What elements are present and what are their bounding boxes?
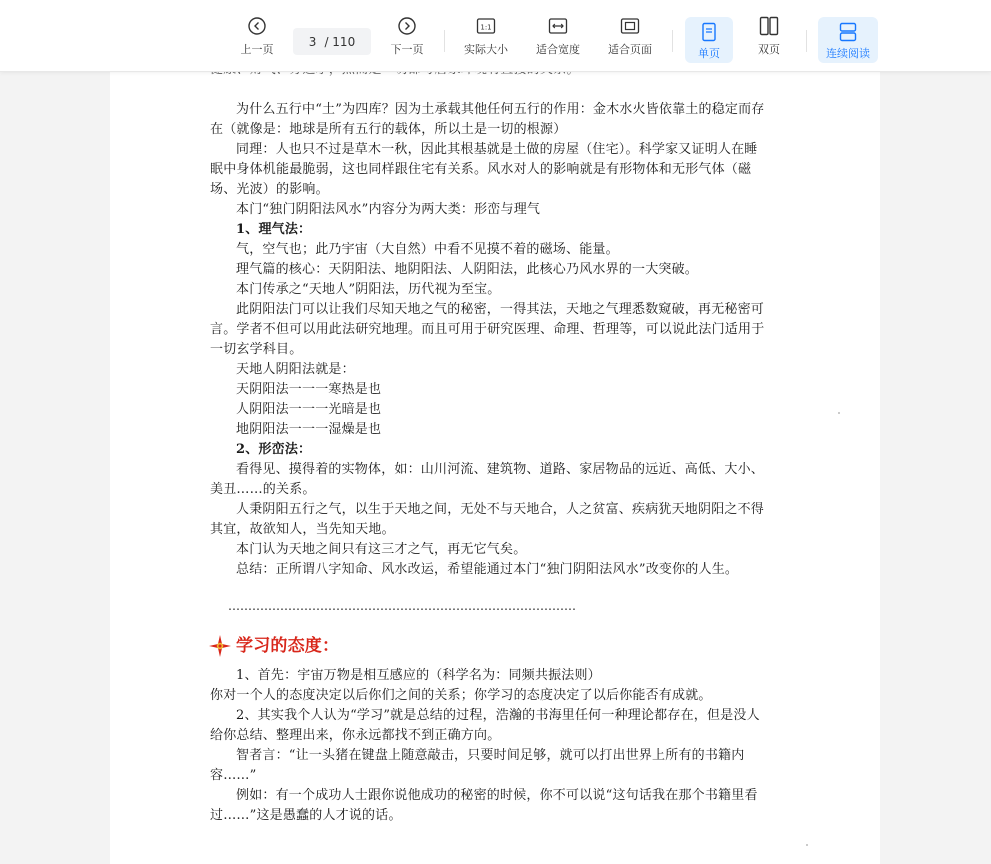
paragraph: 看得见、摸得着的实物体，如：山川河流、建筑物、道路、家居物品的远近、高低、大小、美丑……的关系。 [210, 462, 765, 497]
paragraph: 例如：有一个成功人士跟你说他成功的秘密的时候，你不可以说“这句话我在那个书籍里看过……”这是愚蠢的人才说的话。 [210, 788, 758, 823]
fit-page-button[interactable] [600, 0, 660, 71]
paragraph: 智者言：“让一头猪在键盘上随意敲击，只要时间足够，就可以打出世界上所有的书籍内容……” [210, 748, 745, 783]
toolbar-divider [444, 30, 445, 52]
toolbar-divider [806, 30, 807, 52]
actual-size-label: 实际大小 [464, 43, 508, 56]
next-page-label: 下一页 [390, 43, 424, 56]
document-page [110, 0, 880, 864]
total-pages: / 110 [324, 34, 356, 49]
continuous-reading-label: 连续阅读 [826, 46, 870, 60]
prev-page-button[interactable] [232, 0, 282, 71]
paragraph: 天地人阴阳法就是： [236, 362, 355, 377]
paragraph: 气，空气也；此乃宇宙（大自然）中看不见摸不着的磁场、能量。 [236, 242, 619, 257]
paragraph: 你对一个人的态度决定以后你们之间的关系；你学习的态度决定了以后你能否有成就。 [210, 688, 712, 703]
list-item: 地阴阳法一一一湿燥是也 [236, 422, 382, 437]
continuous-reading-icon [836, 20, 860, 44]
single-page-button[interactable] [685, 17, 733, 63]
double-page-label: 双页 [758, 43, 780, 56]
paragraph: 人秉阴阳五行之气，以生于天地之间，无处不与天地合，人之贫富、疾病犹天地阴阳之不得其宜，故欲知人，当先知天地。 [210, 502, 765, 537]
paragraph: 本门传承之“天地人”阴阳法，历代视为至宝。 [236, 282, 501, 297]
paragraph: 为什么五行中“土”为四库？因为土承载其他任何五行的作用：金木水火皆依靠土的稳定而存在（就像是：地球是所有五行的载体，所以土是一切的根源） [210, 102, 765, 137]
scan-speck [838, 412, 840, 414]
paragraph: 总结：正所谓八字知命、风水改运，希望能通过本门“独门阴阳法风水”改变你的人生。 [236, 562, 739, 577]
single-page-label: 单页 [698, 46, 720, 60]
list-item: 人阴阳法一一一光暗是也 [236, 402, 382, 417]
double-page-button[interactable] [745, 0, 793, 71]
single-page-icon [697, 20, 721, 44]
subheading-qi-method: 1、理气法： [236, 222, 312, 237]
dotted-divider: …………………………………………………………………………… [228, 599, 576, 613]
prev-page-label: 上一页 [240, 43, 274, 56]
chevron-right-circle-icon [395, 14, 419, 38]
paragraph: 1、首先：宇宙万物是相互感应的（科学名为：同频共振法则） [236, 668, 601, 683]
paragraph: 本门认为天地之间只有这三才之气，再无它气矣。 [236, 542, 527, 557]
paragraph: 理气篇的核心：天阴阳法、地阴阳法、人阴阳法，此核心乃风水界的一大突破。 [236, 262, 699, 277]
fit-page-icon [618, 14, 642, 38]
toolbar-divider [672, 30, 673, 52]
current-page-number: 3 [308, 34, 317, 49]
chevron-left-circle-icon [245, 14, 269, 38]
paragraph: 此阴阳法门可以让我们尽知天地之气的秘密，一得其法，天地之气理悉数窥破，再无秘密可言。学者不但可以用此法研究地理。而且可用于研究医理、命理、哲理等，可以说此法门适用于一切玄学科目。 [210, 302, 765, 357]
fit-page-label: 适合页面 [608, 43, 652, 56]
section-title: 学习的态度： [236, 636, 340, 656]
fit-width-button[interactable] [528, 0, 588, 71]
next-page-button[interactable] [382, 0, 432, 71]
svg-text:1:1: 1:1 [480, 23, 492, 32]
scan-speck [806, 844, 808, 846]
page-content [210, 60, 770, 826]
page-number-input[interactable] [293, 28, 371, 55]
list-item: 天阴阳法一一一寒热是也 [236, 382, 382, 397]
subheading-form-method: 2、形峦法： [236, 442, 312, 457]
actual-size-button[interactable] [456, 0, 516, 71]
paragraph: 同理：人也只不过是草木一秋，因此其根基就是土做的房屋（住宅）。科学家又证明人在睡眠中身体机能最脆弱，这也同样跟住宅有关系。风水对人的影响就是有形物体和无形气体（磁场、光波）的影响。 [210, 142, 758, 197]
red-ornament-icon [208, 634, 232, 658]
paragraph: 2、其实我个人认为“学习”就是总结的过程，浩瀚的书海里任何一种理论都存在，但是没人给你总结、整理出来，你永远都找不到正确方向。 [210, 708, 760, 743]
section-heading [208, 634, 770, 658]
fit-width-label: 适合宽度 [536, 43, 580, 56]
actual-size-icon [474, 14, 498, 38]
paragraph: 本门“独门阴阳法风水”内容分为两大类：形峦与理气 [236, 202, 541, 217]
fit-width-icon [546, 14, 570, 38]
double-page-icon [757, 14, 781, 38]
viewer-toolbar [0, 0, 991, 72]
continuous-reading-button[interactable] [818, 17, 878, 63]
